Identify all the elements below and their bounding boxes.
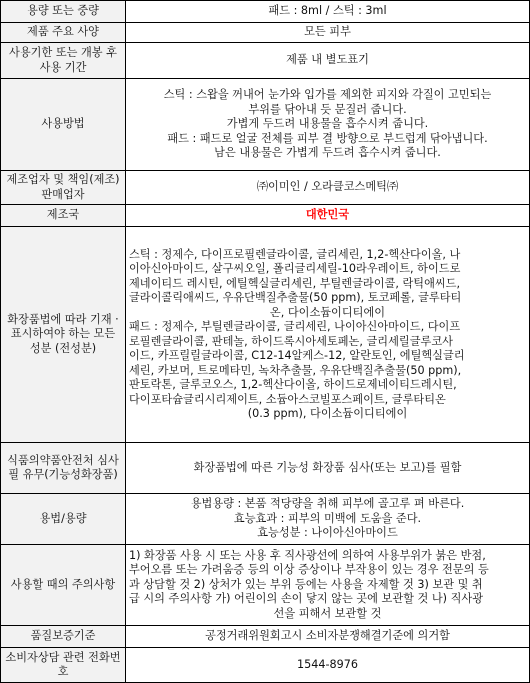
row-label: 화장품법에 따라 기재 · 표시하여야 하는 모든 성분 (전성분): [1, 227, 126, 443]
row-value: 제품 내 별도표기: [126, 43, 530, 79]
text-line: 가볍게 두드려 내용물을 흡수시켜 줍니다.: [226, 117, 429, 131]
text-line: 로필렌글라이콜, 판테놀, 하이드록시아세토페논, 글리세릴글루코사: [129, 334, 453, 348]
row-value: 공정거래위원회고시 소비자분쟁해결기준에 의거함: [126, 626, 530, 648]
table-row: [1, 626, 530, 648]
table-row: [1, 79, 530, 171]
table-row: [1, 205, 530, 227]
text-line: 남은 내용물은 가볍게 두드려 흡수시켜 줍니다.: [214, 146, 441, 160]
table-row: [1, 227, 530, 443]
text-line: 세린, 카보머, 트로메타민, 녹차추출물, 우유단백질추출물(50 ppm),: [129, 363, 462, 377]
usage-method: [126, 79, 530, 171]
row-label: 사용방법: [1, 79, 126, 171]
row-label: 제품 주요 사양: [1, 23, 126, 43]
table-row: [1, 545, 530, 626]
row-value: ㈜이미인 / 오라클코스메틱㈜: [126, 171, 530, 205]
table-row: [1, 443, 530, 494]
row-label: 사용기한 또는 개봉 후 사용 기간: [1, 43, 126, 79]
text-line: 글라이콜릭애씨드, 우유단백질추출물(50 ppm), 토코페롤, 글루타티: [129, 291, 462, 304]
row-label: 소비자상담 관련 전화번호: [1, 648, 126, 683]
table-row: [1, 1, 530, 23]
text-line: 이아신아마이드, 살구씨오일, 폴리글리세릴-10라우레이트, 하이드로: [129, 262, 461, 275]
row-label: 제조국: [1, 205, 126, 227]
text-line: 급 시의 주의사항 가) 어린이의 손이 닿지 않는 곳에 보관할 것 나) 직사광: [129, 592, 484, 606]
row-label: 사용할 때의 주의사항: [1, 545, 126, 626]
row-value: 모든 피부: [126, 23, 530, 43]
text-line: 판토락톤, 글루코오스, 1,2-헥산다이올, 하이드로제네이티드레시틴,: [129, 378, 457, 391]
text-line: 이드, 카프릴릴글라이콜, C12-14알케스-12, 알란토인, 에틸헥실글리: [129, 349, 465, 362]
phone-number: 1544-8976: [126, 648, 530, 683]
text-line: 제네이티드 레시틴, 에틸헥실글리세린, 부틸렌글라이콜, 락틱애씨드,: [129, 276, 461, 290]
row-label: 제조업자 및 책임(제조)판매업자: [1, 171, 126, 205]
precautions: [126, 545, 530, 626]
row-label: 품질보증기준: [1, 626, 126, 648]
text-line: 패드 : 패드로 얼굴 전체를 피부 결 방향으로 부드럽게 닦아냅니다.: [167, 131, 488, 145]
text-line: 다이포타슘글리시리제이트, 소듐아스코빌포스페이트, 글루타티온: [129, 392, 446, 406]
text-line: 효능효과 : 피부의 미백에 도움을 준다.: [233, 511, 422, 525]
text-line: (0.3 ppm), 다이소듐이디티에이: [247, 407, 408, 420]
ingredients-list: [126, 227, 530, 443]
row-label: 용법/용량: [1, 494, 126, 545]
text-line: 효능성분 : 나이아신아마이드: [257, 526, 398, 540]
row-label: 식품의약품안전처 심사 필 유무(기능성화장품): [1, 443, 126, 494]
text-line: 패드 : 정제수, 부틸렌글라이콜, 글리세린, 나이아신아마이드, 다이프: [129, 320, 461, 333]
text-line: 스틱 : 스왑을 꺼내어 눈가와 입가를 제외한 피지와 각질이 고민되는: [163, 88, 492, 102]
table-row: [1, 648, 530, 683]
table-row: [1, 494, 530, 545]
row-value: 화장품법에 따른 기능성 화장품 심사(또는 보고)를 필함: [126, 443, 530, 494]
table-row: [1, 23, 530, 43]
text-line: 과 상담할 것 2) 상처가 있는 부위 등에는 사용을 자제할 것 3) 보관 및 취: [129, 577, 483, 591]
row-value: 패드 : 8ml / 스틱 : 3ml: [126, 1, 530, 23]
table-row: [1, 171, 530, 205]
table-row: [1, 43, 530, 79]
text-line: 부위를 닦아내 듯 문질러 줍니다.: [248, 102, 407, 116]
text-line: 스틱 : 정제수, 다이프로필렌글라이콜, 글리세린, 1,2-헥산다이올, 나: [129, 247, 461, 261]
country-of-manufacture: 대한민국: [126, 205, 530, 227]
text-line: 부어오름 또는 가려움증 등의 이상 증상이나 부작용이 있는 경우 전문의 등: [129, 563, 489, 577]
dosage-info: [126, 494, 530, 545]
row-label: 용량 또는 중량: [1, 1, 126, 23]
text-line: 온, 다이소듐이디티에이: [269, 305, 386, 319]
text-line: 용법용량 : 본품 적당량을 취해 피부에 골고루 펴 바른다.: [190, 497, 465, 511]
text-line: 선을 피해서 보관할 것: [273, 606, 382, 620]
text-line: 1) 화장품 사용 시 또는 사용 후 직사광선에 의하여 사용부위가 붉은 반점,: [129, 548, 486, 562]
